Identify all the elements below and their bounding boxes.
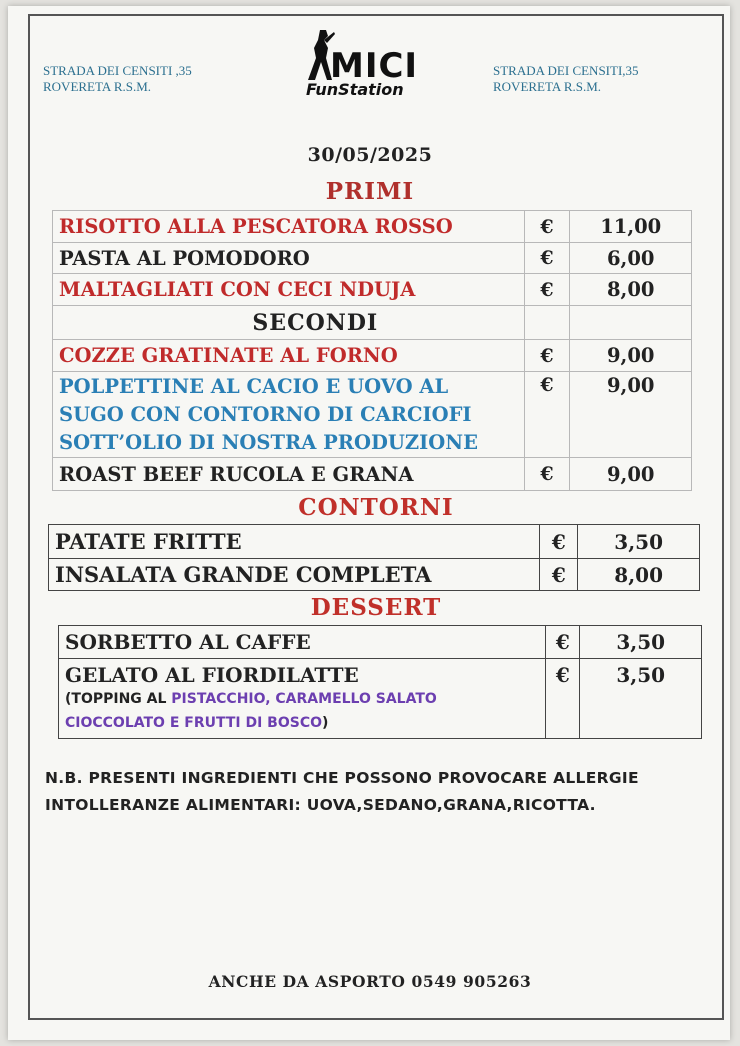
dish-price: 3,50 bbox=[580, 626, 702, 659]
dish-name: SORBETTO AL CAFFE bbox=[59, 626, 546, 659]
menu-row-cozze bbox=[53, 340, 692, 372]
section-title-primi: PRIMI bbox=[325, 178, 415, 205]
menu-row-gelato bbox=[59, 659, 702, 739]
address-right-street: STRADA DEI CENSITI,35 bbox=[493, 63, 639, 78]
dish-name-line: SUGO CON CONTORNO DI CARCIOFI bbox=[59, 402, 472, 426]
euro-symbol: € bbox=[540, 559, 578, 591]
dish-price: 8,00 bbox=[570, 274, 692, 306]
address-right-town: ROVERETA R.S.M. bbox=[493, 79, 602, 94]
menu-row-risotto bbox=[53, 211, 692, 243]
dish-price: 3,50 bbox=[578, 525, 700, 559]
allergen-note-line: N.B. PRESENTI INGREDIENTI CHE POSSONO PROVOCARE ALLERGIE bbox=[45, 769, 639, 787]
dish-name: INSALATA GRANDE COMPLETA bbox=[49, 559, 540, 591]
menu-row-polpettine bbox=[53, 372, 692, 458]
euro-symbol: € bbox=[540, 525, 578, 559]
dessert-table bbox=[58, 625, 702, 739]
dish-price: 11,00 bbox=[570, 211, 692, 243]
menu-date: 30/05/2025 bbox=[307, 144, 433, 166]
address-left bbox=[43, 63, 192, 95]
dish-name bbox=[53, 372, 525, 458]
topping-flavors-1: PISTACCHIO, CARAMELLO SALATO bbox=[171, 691, 437, 707]
dish-price: 9,00 bbox=[570, 458, 692, 491]
dish-name: PASTA AL POMODORO bbox=[53, 243, 525, 274]
dish-name-line: SOTT’OLIO DI NOSTRA PRODUZIONE bbox=[59, 430, 478, 454]
menu-row-secondi-header bbox=[53, 306, 692, 340]
dish-name: RISOTTO ALLA PESCATORA ROSSO bbox=[53, 211, 525, 243]
menu-row-maltagliati bbox=[53, 274, 692, 306]
dish-name: ROAST BEEF RUCOLA E GRANA bbox=[53, 458, 525, 491]
topping-prefix: (TOPPING AL bbox=[65, 691, 172, 707]
address-right bbox=[493, 63, 639, 95]
dish-name-line: POLPETTINE AL CACIO E UOVO AL bbox=[59, 374, 449, 398]
logo-funstation-text: FunStation bbox=[306, 80, 404, 99]
euro-symbol: € bbox=[546, 659, 580, 739]
takeaway-footer: ANCHE DA ASPORTO 0549 905263 bbox=[208, 972, 532, 991]
empty-cell bbox=[524, 306, 570, 340]
menu-row-pasta bbox=[53, 243, 692, 274]
amici-logo bbox=[300, 28, 440, 104]
empty-cell bbox=[570, 306, 692, 340]
euro-symbol: € bbox=[524, 372, 570, 458]
euro-symbol: € bbox=[546, 626, 580, 659]
menu-row-insalata bbox=[49, 559, 700, 591]
section-title-secondi: SECONDI bbox=[53, 306, 525, 340]
contorni-table bbox=[48, 524, 700, 591]
dish-name-text: GELATO AL FIORDILATTE bbox=[65, 663, 359, 687]
topping-suffix: ) bbox=[322, 715, 329, 731]
menu-row-patate bbox=[49, 525, 700, 559]
dish-name: COZZE GRATINATE AL FORNO bbox=[53, 340, 525, 372]
dish-price: 6,00 bbox=[570, 243, 692, 274]
euro-symbol: € bbox=[524, 458, 570, 491]
dish-name bbox=[59, 659, 546, 739]
euro-symbol: € bbox=[524, 340, 570, 372]
allergen-note bbox=[45, 765, 639, 819]
topping-note bbox=[65, 687, 539, 711]
section-title-contorni: CONTORNI bbox=[298, 494, 454, 521]
topping-flavors-2: CIOCCOLATO E FRUTTI DI BOSCO bbox=[65, 715, 323, 731]
primi-secondi-table bbox=[52, 210, 692, 491]
euro-symbol: € bbox=[524, 243, 570, 274]
address-left-town: ROVERETA R.S.M. bbox=[43, 79, 152, 94]
dish-price: 9,00 bbox=[570, 372, 692, 458]
logo-mici-text: MICI bbox=[330, 46, 419, 86]
topping-note-cont bbox=[65, 711, 539, 735]
dish-name: MALTAGLIATI CON CECI NDUJA bbox=[53, 274, 525, 306]
menu-row-sorbetto bbox=[59, 626, 702, 659]
menu-row-roastbeef bbox=[53, 458, 692, 491]
allergen-note-line: INTOLLERANZE ALIMENTARI: UOVA,SEDANO,GRANA,RICOTTA. bbox=[45, 796, 596, 814]
dish-price: 3,50 bbox=[580, 659, 702, 739]
dish-price: 9,00 bbox=[570, 340, 692, 372]
euro-symbol: € bbox=[524, 274, 570, 306]
euro-symbol: € bbox=[524, 211, 570, 243]
dish-name: PATATE FRITTE bbox=[49, 525, 540, 559]
address-left-street: STRADA DEI CENSITI ,35 bbox=[43, 63, 192, 78]
dish-price: 8,00 bbox=[578, 559, 700, 591]
section-title-dessert: DESSERT bbox=[310, 594, 442, 621]
